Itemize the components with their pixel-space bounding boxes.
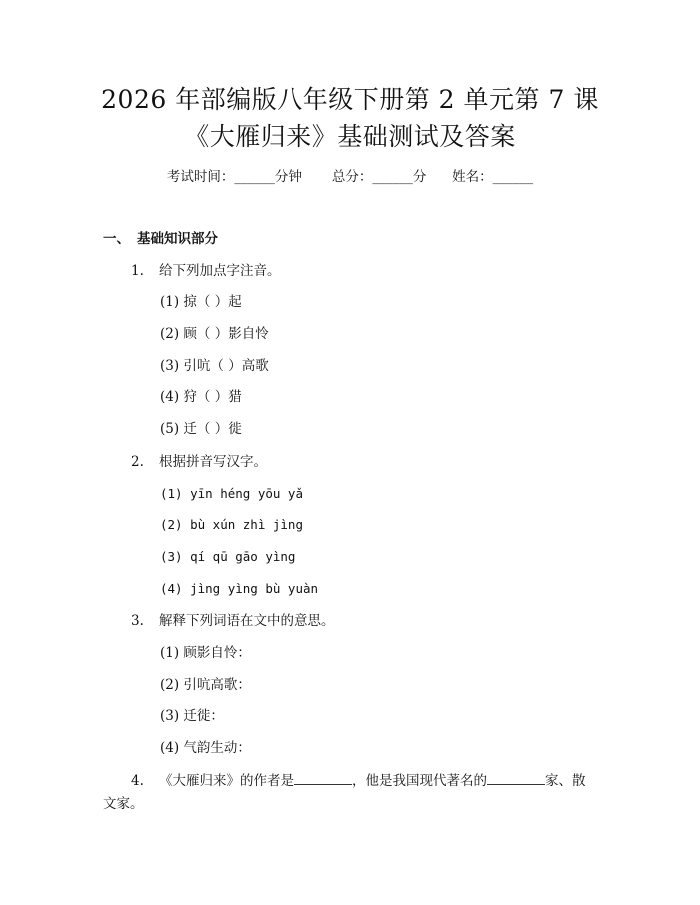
list-item: (1) yīn héng yōu yǎ <box>160 486 303 501</box>
section-title: 基础知识部分 <box>137 231 218 247</box>
list-item: (2) 引吭高歌： <box>160 677 251 693</box>
question-1 <box>131 260 281 282</box>
total-score-label: 总分： <box>331 169 373 185</box>
list-item: (3) 引吭（ ）高歌 <box>160 358 269 374</box>
question-text-part2: ，他是我国现代著名的 <box>352 773 487 789</box>
exam-time-unit: 分钟 <box>274 169 302 185</box>
list-item: (4) 狩（ ）猎 <box>160 389 242 405</box>
exam-time-blank: ______ <box>234 169 275 185</box>
question-text-part1: 《大雁归来》的作者是 <box>159 773 294 789</box>
total-score-blank: ______ <box>372 169 413 185</box>
list-item: (5) 迁（ ）徙 <box>160 421 242 437</box>
question-3 <box>131 610 335 632</box>
question-2 <box>131 451 267 473</box>
question-4 <box>131 770 586 792</box>
question-text-part3: 家、散 <box>545 773 586 789</box>
document-title-line1: 2026 年部编版八年级下册第 2 单元第 7 课 <box>101 85 599 114</box>
document-title-line2: 《大雁归来》基础测试及答案 <box>184 122 516 151</box>
question-text: 给下列加点字注音。 <box>159 263 281 279</box>
list-item: (2) 顾（ ）影自怜 <box>160 326 269 342</box>
question-text: 根据拼音写汉字。 <box>159 454 267 470</box>
section-heading <box>103 228 218 250</box>
list-item: (2) bù xún zhì jìng <box>160 517 303 532</box>
question-text: 解释下列词语在文中的意思。 <box>159 613 335 629</box>
question-number: 3. <box>131 613 144 629</box>
list-item: (4) jìng yìng bù yuàn <box>160 581 319 596</box>
name-blank: ______ <box>492 169 534 185</box>
list-item: (4) 气韵生动： <box>160 740 251 756</box>
name-label: 姓名： <box>452 169 493 185</box>
section-number: 一、 <box>103 231 130 247</box>
question-number: 4. <box>131 773 144 789</box>
list-item: (3) 迁徙： <box>160 708 224 724</box>
question-number: 2. <box>131 454 144 470</box>
exam-time-label: 考试时间： <box>166 169 235 185</box>
list-item: (1) 掠（ ）起 <box>160 294 242 310</box>
exam-meta-row <box>0 166 700 188</box>
answer-blank-profession <box>487 770 545 785</box>
question-number: 1. <box>131 263 144 279</box>
answer-blank-author <box>294 770 352 785</box>
list-item: (1) 顾影自怜： <box>160 645 251 661</box>
question-4-continuation: 文家。 <box>103 796 144 812</box>
list-item: (3) qí qū gāo yìng <box>160 549 296 564</box>
total-score-unit: 分 <box>412 169 427 185</box>
